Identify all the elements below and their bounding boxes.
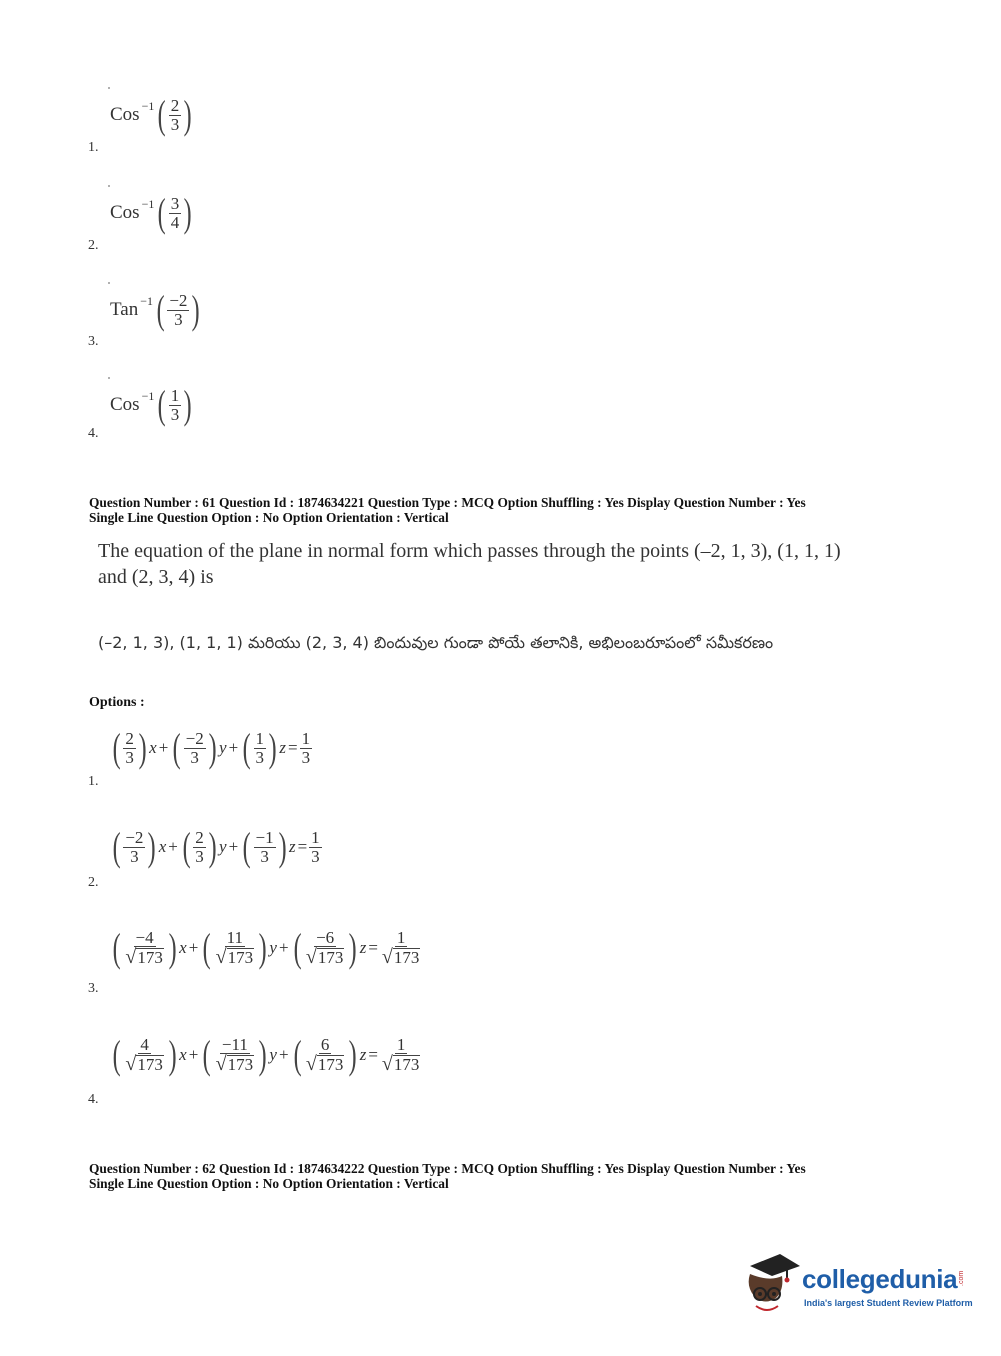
option-number: 1. (88, 774, 99, 789)
option-number: 2. (88, 875, 99, 890)
q61-option-1[interactable]: ( $\frac{2}{3}$ ) x + ( $\frac{-2}{3}$ ) y + ( $\frac{1}{3}$ ) z = $\frac{1}{3}$ 1. (88, 725, 311, 789)
q61-option-3[interactable]: ( −4 √ 173 ) x + ( 11 √ 173 ) y + ( −6 √ 173 ) z = 1 √ 173 3. (88, 925, 420, 996)
logo-tagline: India's largest Student Review Platform (804, 1298, 973, 1308)
option-number: 4. (88, 426, 99, 441)
options-label: Options : (89, 695, 145, 710)
option-number: 3. (88, 334, 99, 349)
q61-option-4[interactable]: ( 4 √ 173 ) x + ( −11 √ 173 ) y + ( 6 √ 173 ) z = 1 √ 173 4. (88, 1032, 420, 1107)
mascot-icon (742, 1252, 800, 1314)
option-number: 1. (88, 140, 99, 155)
option-number: 2. (88, 238, 99, 253)
logo-suffix: .com (958, 1270, 965, 1286)
option-number: 3. (88, 981, 99, 996)
prev-option-3[interactable]: Tan −1 ( $\frac{-2}{3}$ ) 3. (88, 290, 288, 355)
collegedunia-logo[interactable] (742, 1252, 972, 1318)
logo-brand: collegedunia (802, 1264, 958, 1294)
prev-option-1[interactable]: Cos −1 ( $\frac{2}{3}$ ) 1. (88, 95, 288, 160)
question-61-meta: Question Number : 61 Question Id : 1874634221 Question Type : MCQ Option Shuffling : Yes Display Question Number : Yes Single Line Question Option : No Option Orientation : Vertical (89, 495, 806, 525)
option-number: 4. (88, 1092, 99, 1107)
function-name: Cos (110, 104, 140, 125)
question-61-text: The equation of the plane in normal form which passes through the points (–2, 1, 3), (1, 1, 1) and (2, 3, 4) is (98, 540, 841, 588)
question-61-text-telugu: (–2, 1, 3), (1, 1, 1) మరియు (2, 3, 4) బిందువుల గుండా పోయే తలానికి, అభిలంబరూపంలో సమీకరణం (98, 633, 774, 652)
q61-option-2[interactable]: ( $\frac{-2}{3}$ ) x + ( $\frac{2}{3}$ ) y + ( $\frac{-1}{3}$ ) z = $\frac{1}{3}$ 2. (88, 824, 320, 890)
question-62-meta: Question Number : 62 Question Id : 1874634222 Question Type : MCQ Option Shuffling : Yes Display Question Number : Yes Single Line Question Option : No Option Orientation : Vertical (89, 1161, 806, 1191)
prev-option-4[interactable]: Cos −1 ( $\frac{1}{3}$ ) 4. (88, 385, 288, 450)
prev-option-2[interactable]: Cos −1 ( $\frac{3}{4}$ ) 2. (88, 193, 288, 258)
